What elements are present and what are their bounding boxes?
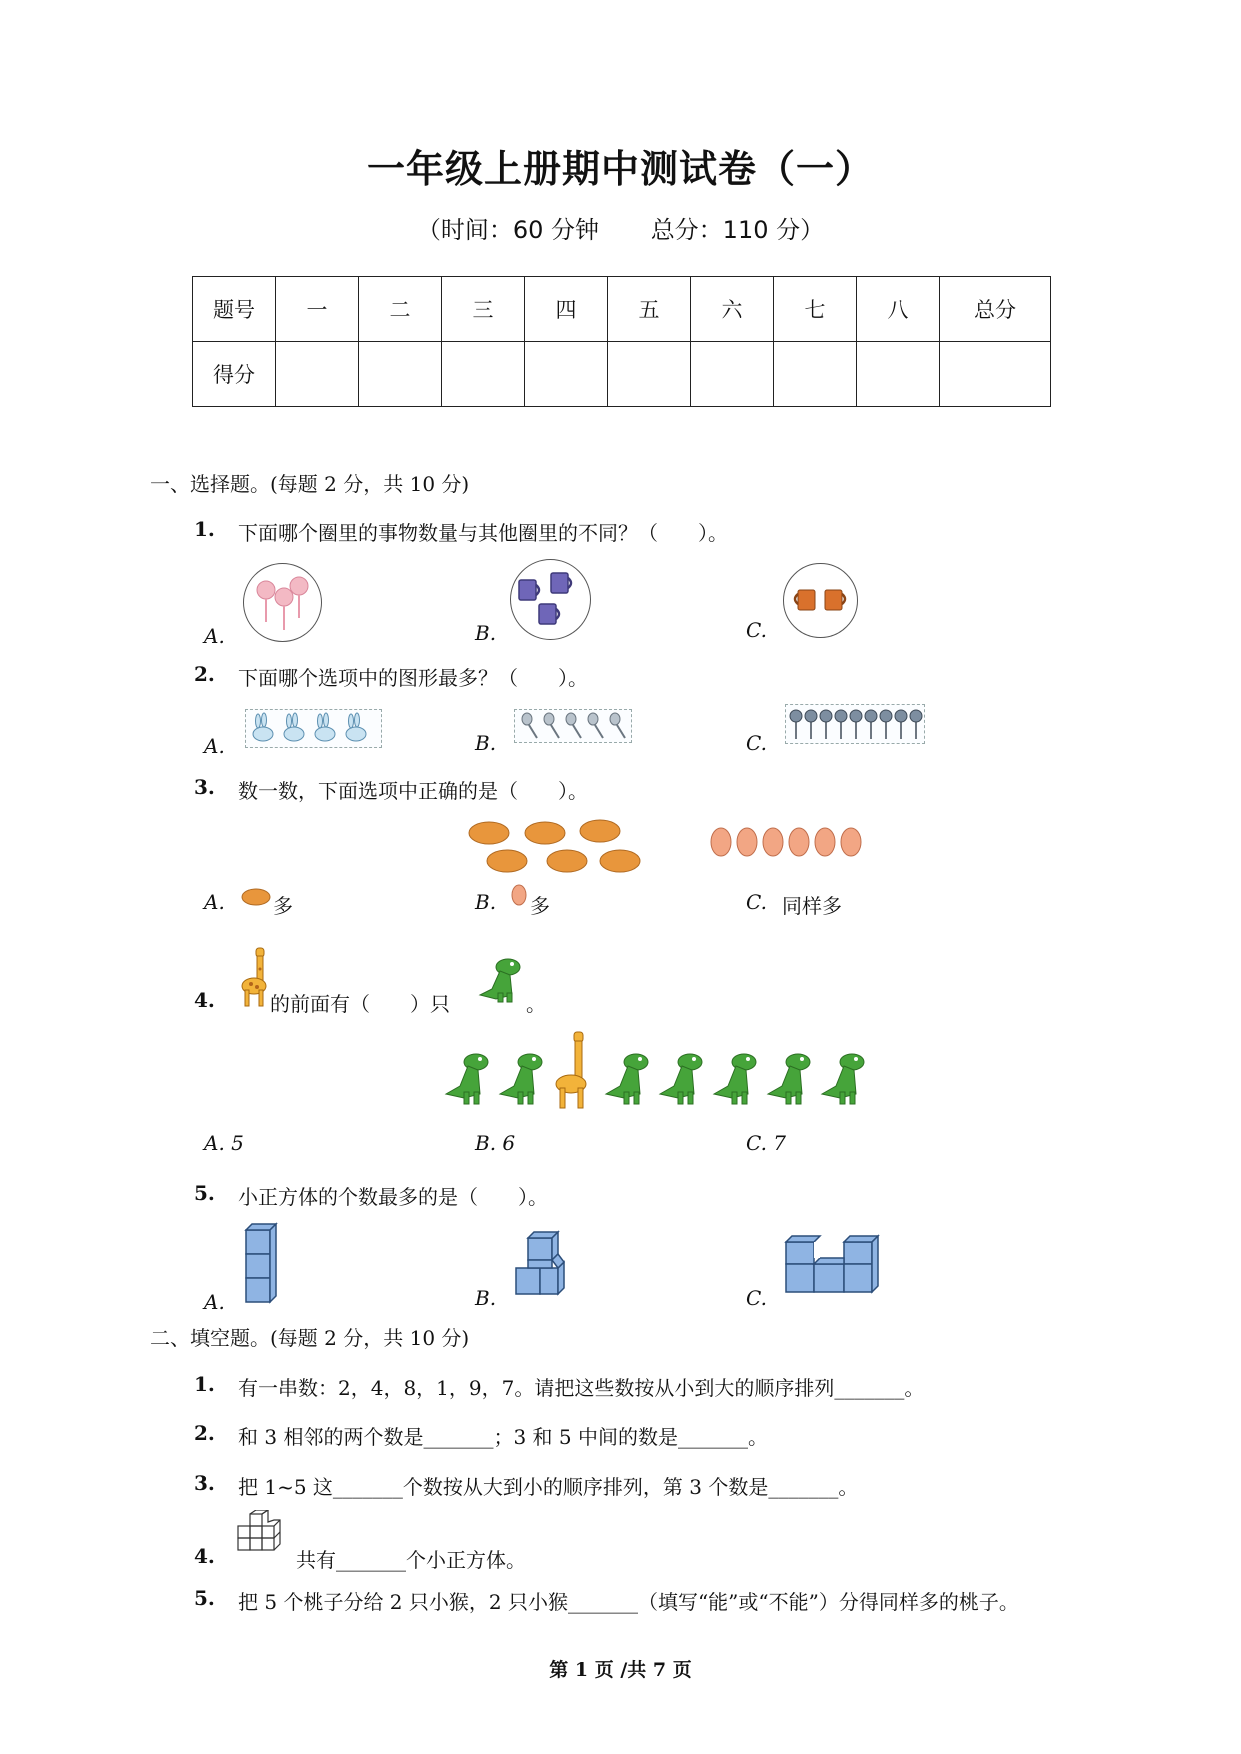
question-number: 3. (194, 1471, 215, 1495)
score-table-cell: 一 (276, 277, 359, 342)
lollipop-row-box (785, 704, 925, 744)
rabbits-box (245, 709, 382, 748)
question-text: 下面哪个圈里的事物数量与其他圈里的不同？（ ）。 (238, 521, 728, 545)
question-number: 1. (194, 1372, 215, 1396)
giraffe-icon (238, 944, 270, 1010)
option-b-label[interactable]: B. (475, 731, 497, 755)
score-table-cell: 六 (691, 277, 774, 342)
score-input-cell[interactable] (774, 342, 857, 407)
score-table-cell: 总分 (940, 277, 1051, 342)
score-input-cell[interactable] (857, 342, 940, 407)
option-a-suffix: 多 (273, 894, 293, 918)
score-table-cell: 题号 (193, 277, 276, 342)
score-table-cell: 五 (608, 277, 691, 342)
score-input-cell[interactable] (359, 342, 442, 407)
score-table-cell: 四 (525, 277, 608, 342)
option-c-label[interactable]: C. 7 (746, 1131, 787, 1155)
option-a-label[interactable]: A. (204, 624, 225, 648)
dinosaur-icon (476, 955, 526, 1003)
page-footer: 第 1 页 /共 7 页 (549, 1659, 692, 1681)
exam-total-score: 总分：110 分） (650, 216, 825, 244)
score-table-cell: 二 (359, 277, 442, 342)
fill-question-text: 有一串数：2，4，8，1，9，7。请把这些数按从小到大的顺序排列_______。 (238, 1376, 925, 1400)
exam-time: （时间：60 分钟 (416, 216, 600, 244)
option-c-text: 同样多 (782, 894, 842, 918)
option-a-label[interactable]: A. (204, 890, 225, 914)
cube-stack-c-icon (784, 1226, 884, 1296)
spoons-box (514, 709, 632, 743)
cups-circle (510, 559, 591, 640)
option-c-label[interactable]: C. (746, 1286, 767, 1310)
option-b-label[interactable]: B. (475, 890, 497, 914)
spoons-icon (515, 710, 631, 742)
cube-stack-b-icon (514, 1228, 572, 1298)
option-b-label[interactable]: B. 6 (475, 1131, 516, 1155)
lollipop-row-icon (786, 705, 924, 743)
option-c-label[interactable]: C. (746, 890, 767, 914)
score-input-cell[interactable] (276, 342, 359, 407)
ovals-group-icon (463, 817, 645, 881)
fill-question-text: 和 3 相邻的两个数是_______；3 和 5 中间的数是_______。 (238, 1425, 768, 1449)
question-number: 2. (194, 1421, 215, 1445)
option-a-label[interactable]: A. 5 (204, 1131, 244, 1155)
egg-icon (510, 883, 528, 907)
question-text: 下面哪个选项中的图形最多？（ ）。 (238, 666, 588, 690)
score-table-cell: 得分 (193, 342, 276, 407)
option-a-label[interactable]: A. (204, 1290, 225, 1314)
score-input-cell[interactable] (940, 342, 1051, 407)
score-input-cell[interactable] (525, 342, 608, 407)
section2-heading: 二、填空题。(每题 2 分，共 10 分) (150, 1326, 470, 1350)
question-number: 3. (194, 775, 215, 799)
cups-icon (511, 560, 590, 639)
score-table (192, 276, 1051, 407)
question-text-end: 。 (526, 992, 546, 1016)
score-table-cell: 七 (774, 277, 857, 342)
score-table-cell: 八 (857, 277, 940, 342)
score-input-cell[interactable] (608, 342, 691, 407)
page-subtitle (0, 210, 1241, 245)
section1-heading: 一、选择题。(每题 2 分，共 10 分) (150, 472, 470, 496)
question-number: 5. (194, 1586, 215, 1610)
page-title: 一年级上册期中测试卷（一） (366, 147, 874, 191)
cube-stack-a-icon (244, 1222, 280, 1304)
animals-row-icon (444, 1030, 874, 1112)
option-b-suffix: 多 (530, 894, 550, 918)
option-c-label[interactable]: C. (746, 731, 767, 755)
score-table-cell: 三 (442, 277, 525, 342)
question-text: 的前面有（ ）只 (270, 992, 450, 1016)
question-text: 小正方体的个数最多的是（ ）。 (238, 1185, 548, 1209)
score-table-score-row (193, 342, 1051, 407)
fill-question-text: 共有_______个小正方体。 (296, 1548, 526, 1572)
score-table-header-row (193, 277, 1051, 342)
question-number: 4. (194, 988, 215, 1012)
lollipops-icon (244, 564, 321, 641)
orange-cups-icon (784, 564, 857, 637)
cube-grid-icon (236, 1510, 286, 1556)
question-number: 1. (194, 517, 215, 541)
option-b-label[interactable]: B. (475, 1286, 497, 1310)
question-number: 4. (194, 1544, 215, 1568)
fill-question-text: 把 1~5 这_______个数按从大到小的顺序排列，第 3 个数是_______。 (238, 1475, 859, 1499)
orange-cups-circle (783, 563, 858, 638)
eggs-group-icon (707, 822, 867, 862)
option-a-label[interactable]: A. (204, 734, 225, 758)
score-input-cell[interactable] (442, 342, 525, 407)
question-text: 数一数，下面选项中正确的是（ ）。 (238, 779, 588, 803)
oval-icon (240, 887, 272, 907)
question-number: 5. (194, 1181, 215, 1205)
fill-question-text: 把 5 个桃子分给 2 只小猴，2 只小猴_______（填写“能”或“不能”）分得同样多的桃子。 (238, 1590, 1019, 1614)
question-number: 2. (194, 662, 215, 686)
score-input-cell[interactable] (691, 342, 774, 407)
lollipop-circle (243, 563, 322, 642)
rabbits-icon (246, 710, 381, 747)
option-b-label[interactable]: B. (475, 621, 497, 645)
option-c-label[interactable]: C. (746, 618, 767, 642)
